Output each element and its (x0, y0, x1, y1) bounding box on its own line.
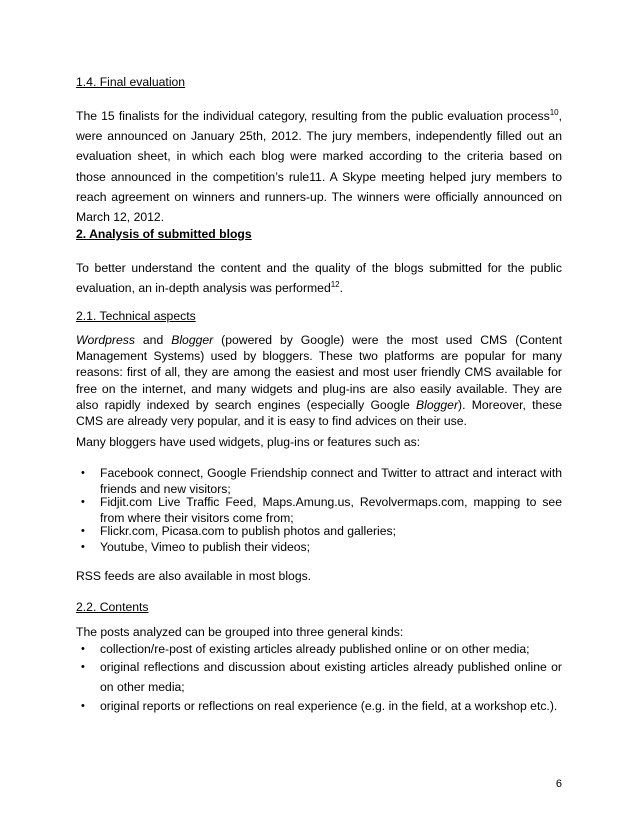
list-item: • original reflections and discussion about existing articles already published online or on other media; (100, 657, 562, 697)
bullet-icon: • (81, 525, 85, 537)
section-2-1-closing: RSS feeds are also available in most blogs. (76, 569, 312, 583)
section-2-1-heading: 2.1. Technical aspects (76, 309, 196, 323)
bullet-icon: • (81, 541, 85, 553)
bullet-icon: • (81, 700, 85, 712)
list-item: • Youtube, Vimeo to publish their videos; (81, 540, 311, 554)
footnote-ref-12: 12 (330, 280, 340, 290)
section-1-4-heading: 1.4. Final evaluation (76, 75, 186, 89)
page-number: 6 (555, 778, 562, 790)
list-item: • Flickr.com, Picasa.com to publish photos and galleries; (81, 524, 397, 538)
list-item: • Fidjit.com Live Traffic Feed, Maps.Amung.us, Revolvermaps.com, mapping to see from where their visitors come from; (81, 495, 562, 526)
section-2-2-heading: 2.2. Contents (76, 600, 149, 614)
list-item: • collection/re-post of existing articles already published online or on other media; (100, 639, 562, 659)
section-1-4-paragraph: The 15 finalists for the individual category, resulting from the public evaluation process$^{10}$, were announced on January 25th, 2012. The jury members, independently filled out an evaluation sheet, in which each blog were marked according to the criteria based on those announced in the competition’s rule11. A Skype meeting helped jury members to reach agreement on winners and runners-up. The winners were officially announced on March 12, 2012. (76, 107, 562, 225)
section-2-2-intro: The posts analyzed can be grouped into three general kinds: (76, 625, 404, 639)
section-2-1-intro: Many bloggers have used widgets, plug-ins or features such as: (76, 435, 421, 449)
list-item: • Facebook connect, Google Friendship connect and Twitter to attract and interact with friends and new visitors; (81, 466, 562, 497)
list-item: • original reports or reflections on real experience (e.g. in the field, at a workshop etc.). (100, 696, 562, 716)
bullet-icon: • (81, 467, 85, 479)
bullet-icon: • (81, 496, 85, 508)
section-2-heading: 2. Analysis of submitted blogs (76, 227, 252, 241)
section-2-1-paragraph: Wordpress and Blogger (powered by Google) were the most used CMS (Content Management Systems) used by bloggers. These two platforms are popular for many reasons: first of all, they are among the easiest and most user friendly CMS available for free on the internet, and many widgets and plug-ins are also easily available. They are also rapidly indexed by search engines (especially Google Blogger). Moreover, these CMS are already very popular, and it is easy to find advices on their use. (76, 333, 562, 429)
bullet-icon: • (81, 643, 85, 655)
section-2-paragraph: To better understand the content and the quality of the blogs submitted for the public evaluation, an in-depth analysis was performed$^{12}$. (76, 261, 562, 296)
bullet-icon: • (81, 661, 85, 673)
footnote-ref-10: 10 (549, 107, 559, 117)
